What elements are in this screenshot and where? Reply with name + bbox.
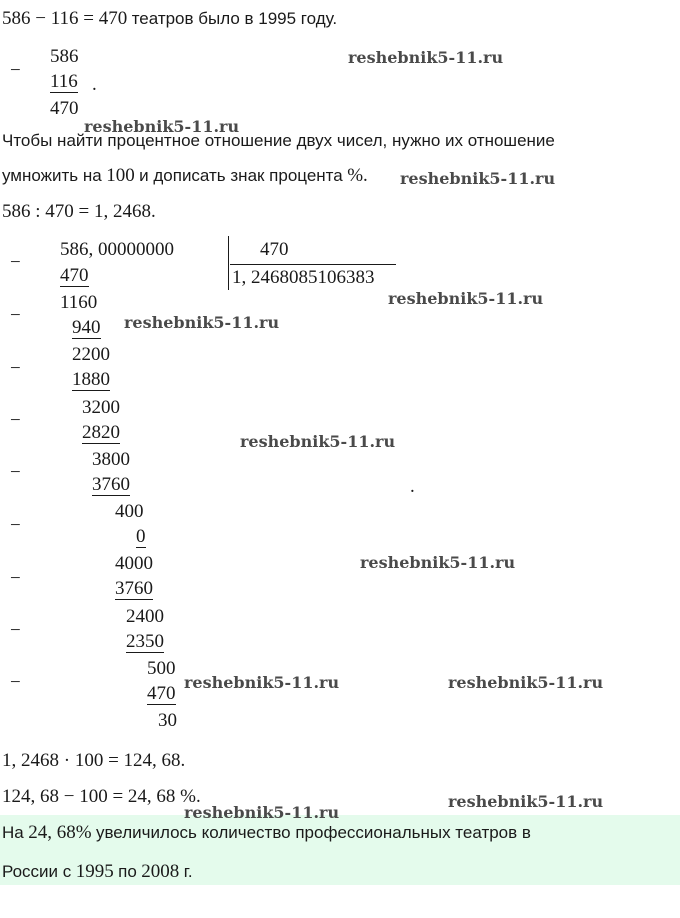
division-vertical-line (228, 236, 229, 290)
division-minus: − (10, 620, 21, 641)
line-1-text: театров было в 1995 году. (131, 9, 338, 28)
difference-line: 124, 68 − 100 = 24, 68 %. (2, 786, 201, 807)
watermark: reshebnik5-11.ru (124, 313, 280, 332)
division-step: 470 (60, 265, 89, 286)
division-minus: − (10, 358, 21, 379)
explain-num: 100 (106, 165, 135, 186)
answer-year-end: 2008 (141, 861, 180, 882)
answer-text: увеличилось количество профессиональных театров в (95, 823, 531, 842)
watermark: reshebnik5-11.ru (84, 117, 240, 136)
divisor: 470 (260, 239, 289, 260)
division-step: 3200 (82, 397, 120, 418)
answer-percent: 24, 68% (28, 822, 92, 843)
division-minus: − (10, 568, 21, 589)
minuend: 586 (50, 46, 79, 67)
answer-text: России с (2, 862, 72, 881)
explain-line-1: Чтобы найти процентное отношение двух чисел, нужно их отношение (2, 131, 555, 150)
answer-text: по (118, 862, 137, 881)
watermark: reshebnik5-11.ru (448, 792, 604, 811)
division-step: 500 (147, 658, 176, 679)
line-1 (2, 8, 337, 30)
division-step: 400 (115, 501, 144, 522)
answer-year-start: 1995 (75, 861, 114, 882)
watermark: reshebnik5-11.ru (360, 553, 516, 572)
subtrahend: 116 (50, 71, 78, 92)
division-step: 1160 (60, 292, 98, 313)
division-step: 1880 (72, 369, 110, 390)
division-minus: − (10, 462, 21, 483)
multiplication-line: 1, 2468 · 100 = 124, 68. (2, 750, 186, 771)
division-minus: − (10, 305, 21, 326)
answer-text: На (2, 823, 24, 842)
sub-dot: . (92, 74, 97, 95)
minus-sign: − (10, 60, 21, 81)
watermark: reshebnik5-11.ru (388, 289, 544, 308)
division-dot: . (410, 476, 415, 497)
division-minus: − (10, 515, 21, 536)
watermark: reshebnik5-11.ru (348, 48, 504, 67)
watermark: reshebnik5-11.ru (240, 432, 396, 451)
division-step: 2820 (82, 422, 120, 443)
equation-1: 586 − 116 = 470 (2, 8, 128, 29)
answer-text: г. (183, 862, 193, 881)
watermark: reshebnik5-11.ru (184, 673, 340, 692)
quotient: 1, 2468085106383 (232, 267, 375, 288)
watermark: reshebnik5-11.ru (184, 803, 340, 822)
watermark: reshebnik5-11.ru (448, 673, 604, 692)
division-step: 2350 (126, 631, 164, 652)
ratio-line: 586 : 470 = 1, 2468. (2, 201, 156, 222)
division-horizontal-line (230, 264, 396, 265)
division-minus: − (10, 672, 21, 693)
division-step: 3760 (115, 578, 153, 599)
explain-line-2 (2, 165, 368, 187)
dividend: 586, 00000000 (60, 239, 174, 260)
answer-line-1 (2, 822, 531, 844)
explain-text-b: и дописать знак процента (139, 166, 343, 185)
division-minus: − (10, 410, 21, 431)
answer-line-2 (2, 861, 193, 883)
division-step: 470 (147, 683, 176, 704)
explain-text-a: умножить на (2, 166, 102, 185)
division-step: 3800 (92, 449, 130, 470)
division-step: 30 (158, 710, 177, 731)
watermark: reshebnik5-11.ru (400, 169, 556, 188)
division-step: 4000 (115, 553, 153, 574)
division-step: 0 (136, 526, 146, 547)
division-step: 940 (72, 317, 101, 338)
division-step: 2400 (126, 606, 164, 627)
answer-block (0, 815, 680, 885)
difference: 470 (50, 98, 79, 119)
division-step: 2200 (72, 344, 110, 365)
explain-pct: %. (347, 165, 368, 186)
division-step: 3760 (92, 474, 130, 495)
division-minus: − (10, 252, 21, 273)
